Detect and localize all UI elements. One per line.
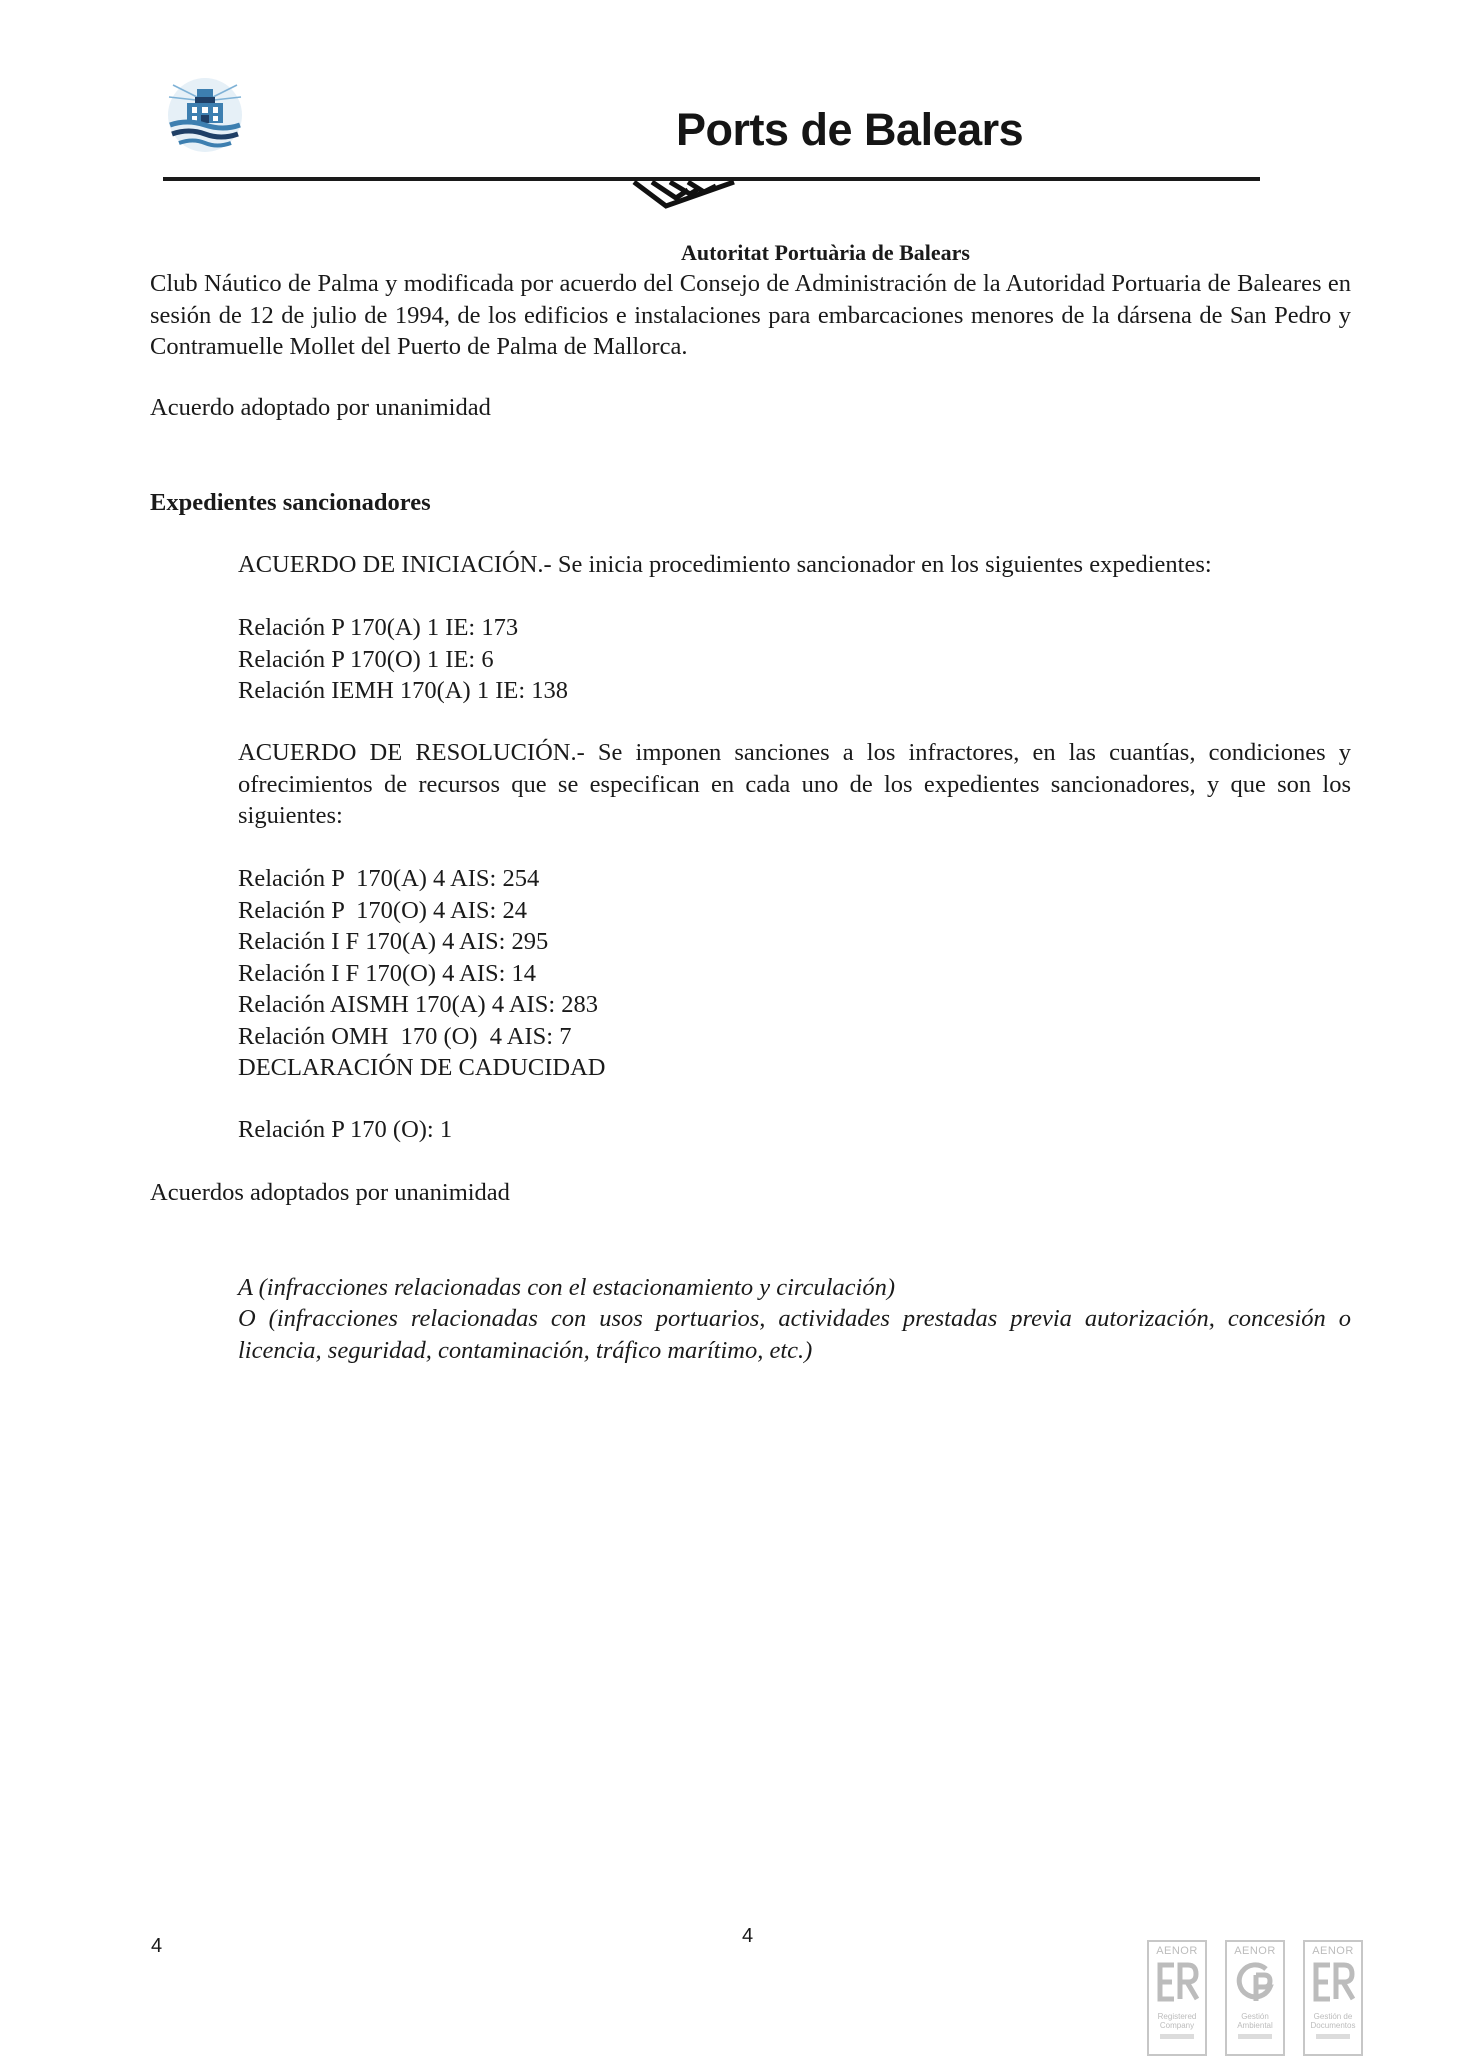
list-item: Relación IEMH 170(A) 1 IE: 138 <box>238 677 568 704</box>
aenor-environmental-badge <box>1225 1940 1285 2056</box>
ga-mark-icon <box>1232 1959 1278 2005</box>
page-number-center: 4 <box>742 1925 754 1947</box>
cert-caption: Gestión de Documentos <box>1310 2012 1356 2030</box>
list-item: Relación OMH 170 (O) 4 AIS: 7 <box>238 1022 572 1050</box>
legend-o: O (infracciones relacionadas con usos portuarios, actividades prestadas previa autorización, concesión o licencia, seguridad, contaminación, tráfico marítimo, etc.) <box>238 1305 1351 1364</box>
er-mark-icon <box>1310 1959 1356 2005</box>
cert-org: AENOR <box>1312 1945 1354 1957</box>
list-item: Relación AISMH 170(A) 4 AIS: 283 <box>238 991 598 1018</box>
list-item: Relación I F 170(O) 4 AIS: 14 <box>238 959 537 987</box>
ports-logo-icon <box>165 75 245 155</box>
section-title: Expedientes sancionadores <box>150 489 431 516</box>
cert-caption: Gestión Ambiental <box>1237 2012 1273 2030</box>
page-number-left: 4 <box>151 1935 163 1957</box>
intro-paragraph: Club Náutico de Palma y modificada por acuerdo del Consejo de Administración de la Autoridad Portuaria de Baleares en sesión de 12 de julio de 1994, de los edificios e instalaciones para embarcaciones menores de la dársena de San Pedro y Contramuelle Mollet del Puerto de Palma de Mallorca. <box>150 270 1351 360</box>
initiation-agreement: ACUERDO DE INICIACIÓN.- Se inicia procedimiento sancionador en los siguientes expedientes: <box>238 551 1212 578</box>
list-item: Relación P 170(O) 1 IE: 6 <box>238 645 494 673</box>
resolution-list <box>238 863 1351 1084</box>
cert-org: AENOR <box>1234 1945 1276 1957</box>
list-item: DECLARACIÓN DE CADUCIDAD <box>238 1054 606 1081</box>
list-item: Relación P 170(A) 1 IE: 173 <box>238 614 519 641</box>
legend-a: A (infracciones relacionadas con el estacionamiento y circulación) <box>238 1274 896 1301</box>
resolution-agreement: ACUERDO DE RESOLUCIÓN.- Se imponen sanciones a los infractores, en las cuantías, condiciones y ofrecimientos de recursos que se especifican en cada uno de los expedientes sancionadores, y que son los siguientes: <box>238 739 1351 829</box>
authority-title: Autoritat Portuària de Balears <box>681 240 970 265</box>
er-mark-icon <box>1154 1959 1200 2005</box>
cert-org: AENOR <box>1156 1945 1198 1957</box>
list-item: Relación I F 170(A) 4 AIS: 295 <box>238 928 549 955</box>
agreement-note: Acuerdo adoptado por unanimidad <box>150 394 491 421</box>
list-item: Relación P 170(A) 4 AIS: 254 <box>238 865 540 892</box>
wave-emblem-icon <box>630 168 740 216</box>
aenor-registered-badge <box>1147 1940 1207 2056</box>
initiation-list <box>238 612 1351 707</box>
agreement-note-2: Acuerdos adoptados por unanimidad <box>150 1179 510 1206</box>
list-item: Relación P 170(O) 4 AIS: 24 <box>238 896 527 924</box>
expiry-item: Relación P 170 (O): 1 <box>238 1116 453 1143</box>
cert-caption: Registered Company <box>1157 2012 1197 2030</box>
aenor-documents-badge <box>1303 1940 1363 2056</box>
brand-title: Ports de Balears <box>676 104 1024 155</box>
